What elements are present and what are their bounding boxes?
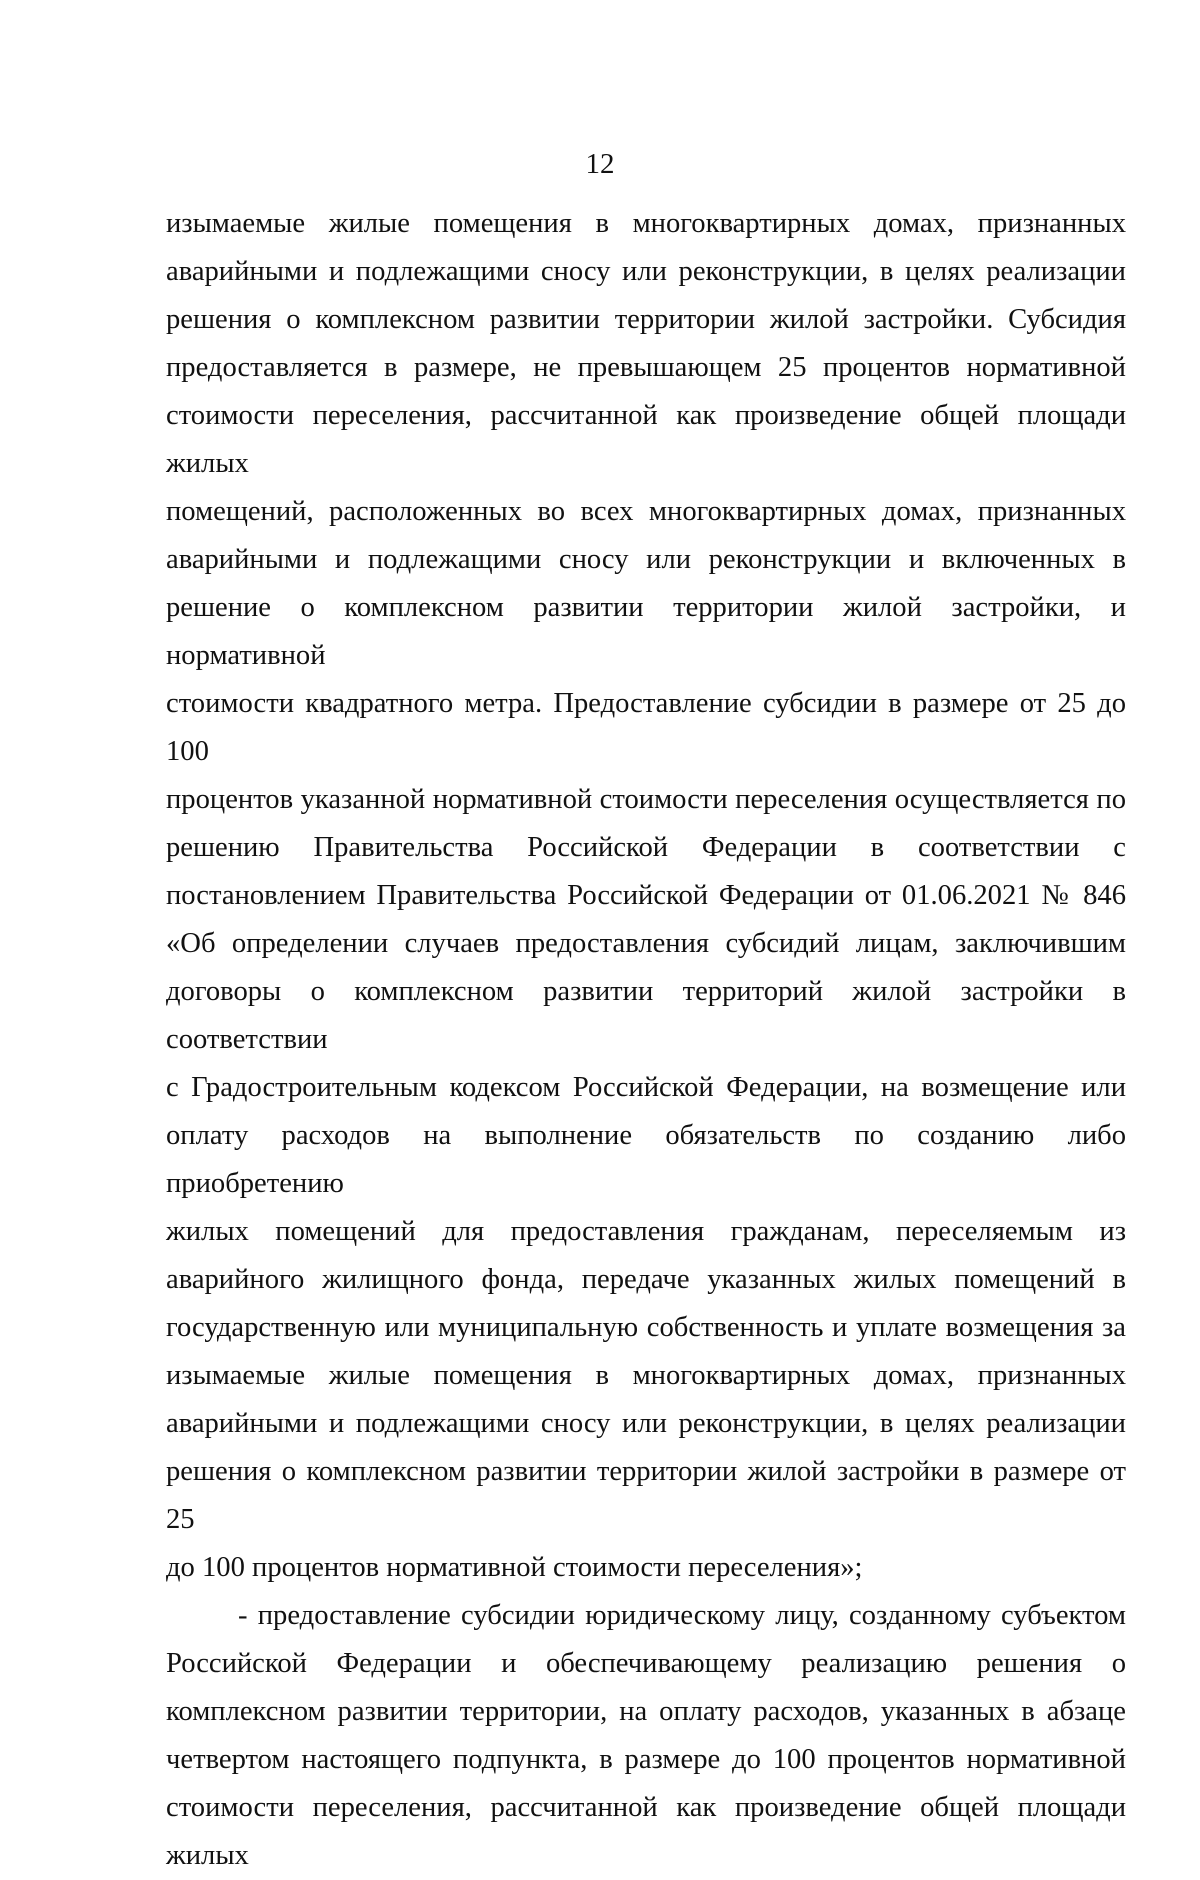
text-line: предоставляется в размере, не превышающем 25 процентов нормативной: [166, 352, 1126, 383]
document-body: [166, 200, 1126, 1880]
text-line: жилых помещений для предоставления гражданам, переселяемым из: [166, 1216, 1126, 1247]
text-line: комплексном развитии территории, на оплату расходов, указанных в абзаце: [166, 1696, 1126, 1727]
text-line: стоимости квадратного метра. Предоставление субсидии в размере от 25 до 100: [166, 688, 1126, 767]
text-line: «Об определении случаев предоставления субсидий лицам, заключившим: [166, 928, 1126, 959]
text-line: аварийными и подлежащими сносу или реконструкции, в целях реализации: [166, 1408, 1126, 1439]
text-line: изымаемые жилые помещения в многоквартирных домах, признанных: [166, 1360, 1126, 1391]
text-line: с Градостроительным кодексом Российской Федерации, на возмещение или: [166, 1072, 1126, 1103]
text-line: аварийными и подлежащими сносу или реконструкции и включенных в: [166, 544, 1126, 575]
text-line: четвертом настоящего подпункта, в размере до 100 процентов нормативной: [166, 1744, 1126, 1775]
text-line: помещений, расположенных во всех многоквартирных домах, признанных: [166, 496, 1126, 527]
page-number: 12: [585, 148, 615, 180]
text-line: решения о комплексном развитии территории жилой застройки. Субсидия: [166, 304, 1126, 335]
text-line: оплату расходов на выполнение обязательств по созданию либо приобретению: [166, 1120, 1126, 1199]
text-line: решению Правительства Российской Федерации в соответствии с: [166, 832, 1126, 863]
text-line: аварийного жилищного фонда, передаче указанных жилых помещений в: [166, 1264, 1126, 1295]
text-line: процентов указанной нормативной стоимости переселения осуществляется по: [166, 784, 1126, 815]
text-line: государственную или муниципальную собственность и уплате возмещения за: [166, 1312, 1126, 1343]
text-line: - предоставление субсидии юридическому лицу, созданному субъектом: [238, 1600, 1126, 1631]
text-line: решение о комплексном развитии территории жилой застройки, и нормативной: [166, 592, 1126, 671]
text-line: решения о комплексном развитии территории жилой застройки в размере от 25: [166, 1456, 1126, 1535]
text-line: до 100 процентов нормативной стоимости переселения»;: [166, 1552, 863, 1583]
text-line: постановлением Правительства Российской Федерации от 01.06.2021 № 846: [166, 880, 1126, 911]
text-line: стоимости переселения, рассчитанной как произведение общей площади жилых: [166, 1792, 1126, 1871]
text-line: изымаемые жилые помещения в многоквартирных домах, признанных: [166, 208, 1126, 239]
text-line: аварийными и подлежащими сносу или реконструкции, в целях реализации: [166, 256, 1126, 287]
text-line: договоры о комплексном развитии территорий жилой застройки в соответствии: [166, 976, 1126, 1055]
text-line: Российской Федерации и обеспечивающему реализацию решения о: [166, 1648, 1126, 1679]
text-line: стоимости переселения, рассчитанной как произведение общей площади жилых: [166, 400, 1126, 479]
